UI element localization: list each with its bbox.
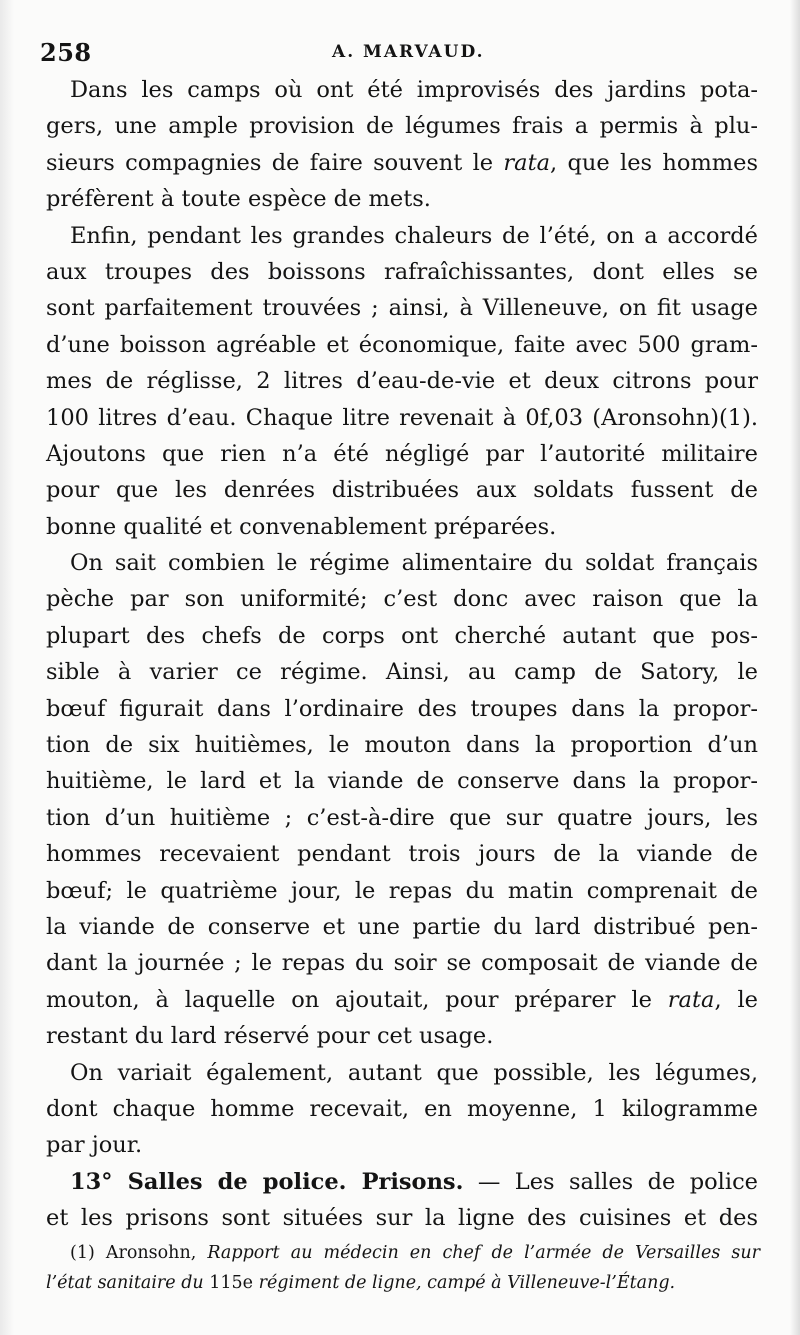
text-line: Ajoutons que rien n’a été négligé par l’autorité militaire — [46, 440, 758, 467]
text-line: hommes recevaient pendant trois jours de la viande de — [46, 841, 758, 868]
text-line: restant du lard réservé pour cet usage. — [46, 1023, 494, 1050]
footnote-line — [46, 1268, 760, 1298]
text-line: 100 litres d’eau. Chaque litre revenait à 0f,03 (Aronsohn)(1). — [46, 404, 758, 431]
running-head — [40, 38, 760, 68]
text-line: pèche par son uniformité; c’est donc avec raison que la — [46, 586, 758, 613]
text-line: plupart des chefs de corps ont cherché autant que pos- — [46, 622, 758, 649]
text-line — [46, 1164, 758, 1200]
text-line: huitième, le lard et la viande de conserve dans la propor- — [46, 768, 758, 795]
text-line: tion d’un huitième ; c’est-à-dire que sur quatre jours, les — [46, 804, 758, 831]
text-line: sont parfaitement trouvées ; ainsi, à Villeneuve, on fit usage — [46, 295, 758, 322]
footnote-title: Rapport au médecin en chef de l’armée de Versailles sur — [207, 1243, 760, 1263]
text-line: pour que les denrées distribuées aux soldats fussent de — [46, 477, 758, 504]
text-run: mouton, à laquelle on ajoutait, pour préparer le — [46, 986, 668, 1013]
footnote-regiment-number: 115e — [209, 1273, 254, 1293]
text-line: dant la journée ; le repas du soir se composait de viande de — [46, 950, 758, 977]
page-edge-shadow-left — [0, 0, 14, 1335]
page-edge-shadow-right — [790, 0, 800, 1335]
footnote — [46, 1238, 760, 1298]
text-run: — Les salles de police — [463, 1168, 758, 1195]
text-line: Enfin, pendant les grandes chaleurs de l’été, on a accordé — [70, 222, 758, 249]
text-line: et les prisons sont situées sur la ligne des cuisines et des — [46, 1205, 758, 1232]
text-line: gers, une ample provision de légumes frais a permis à plu- — [46, 113, 758, 140]
text-line: tion de six huitièmes, le mouton dans la proportion d’un — [46, 732, 758, 759]
page-number: 258 — [40, 38, 92, 67]
text-line: bœuf; le quatrième jour, le repas du matin comprenait de — [46, 877, 758, 904]
section-heading: 13° Salles de police. Prisons. — [70, 1168, 464, 1195]
footnote-line — [46, 1238, 760, 1268]
footnote-title: l’état sanitaire du — [46, 1273, 210, 1293]
italic-word: rata — [667, 986, 715, 1013]
text-line: par jour. — [46, 1132, 143, 1159]
text-line: aux troupes des boissons rafraîchissantes, dont elles se — [46, 258, 758, 285]
text-line — [46, 145, 758, 181]
text-line: préfèrent à toute espèce de mets. — [46, 186, 431, 213]
text-line: mes de réglisse, 2 litres d’eau-de-vie et deux citrons pour — [46, 368, 758, 395]
text-line — [46, 982, 758, 1018]
footnote-marker: (1) Aronsohn, — [70, 1243, 208, 1263]
text-run: sieurs compagnies de faire souvent le — [46, 149, 504, 176]
text-line: bonne qualité et convenablement préparées. — [46, 513, 557, 540]
text-line: sible à varier ce régime. Ainsi, au camp de Satory, le — [46, 659, 758, 686]
text-line: dont chaque homme recevait, en moyenne, 1 kilogramme — [46, 1095, 758, 1122]
text-run: , que les hommes — [550, 149, 758, 176]
body-text — [46, 72, 758, 1237]
text-line: bœuf figurait dans l’ordinaire des troupes dans la propor- — [46, 695, 758, 722]
text-run: , le — [714, 986, 758, 1013]
footnote-title: régiment de ligne, campé à Villeneuve-l’Étang. — [253, 1273, 676, 1293]
text-line: On sait combien le régime alimentaire du soldat français — [70, 550, 758, 577]
text-line: la viande de conserve et une partie du lard distribué pen- — [46, 913, 758, 940]
running-head-author: A. MARVAUD. — [332, 42, 485, 62]
text-line: Dans les camps où ont été improvisés des jardins pota- — [70, 77, 758, 103]
text-line: On variait également, autant que possible, les légumes, — [70, 1059, 758, 1086]
italic-word: rata — [503, 149, 551, 176]
text-line: d’une boisson agréable et économique, faite avec 500 gram- — [46, 331, 758, 358]
